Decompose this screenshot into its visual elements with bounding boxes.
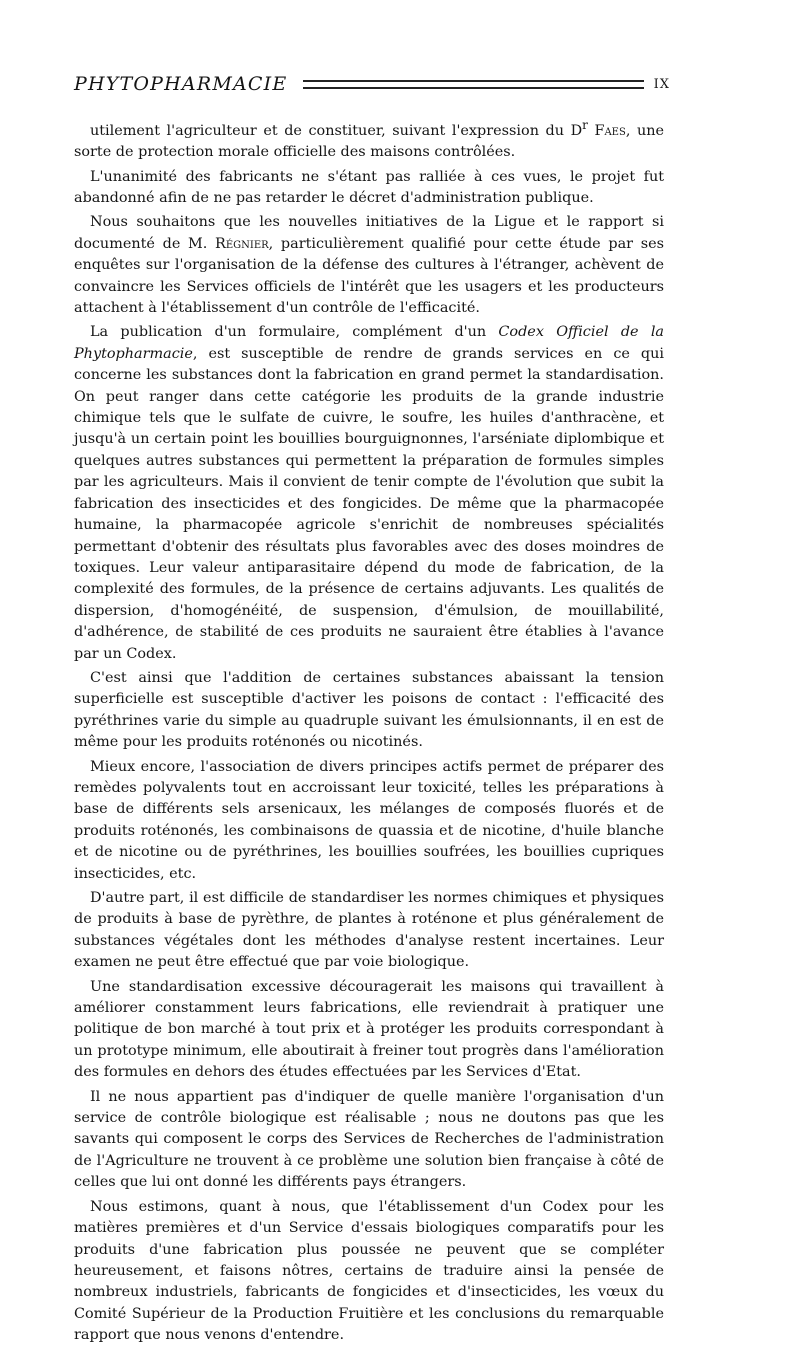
paragraph-10: Nous estimons, quant à nous, que l'établissement d'un Codex pour les matières premières et d'un Service d'essais biologiques comparatifs pour les produits d'une fabrication plus poussée ne peuvent que se compléter heureusement, et faisons nôtres, certains de traduire ainsi la pensée de nombreux industriels, fabricants de fongicides et d'insecticides, les vœux du Comité Supérieur de la Production Fruitière et les conclusions du remarquable rapport que nous venons d'entendre.	[74, 1198, 664, 1344]
paragraph-4: La publication d'un formulaire, complément d'un Codex Officiel de la Phytopharmacie, est susceptible de rendre de grands services en ce qui concerne les substances dont la fabrication en grand permet la standardisation. On peut ranger dans cette catégorie les produits de la grande industrie chimique tels que le sulfate de cuivre, le soufre, les huiles d'anthracène, et jusqu'à un certain point les bouillies bourguignonnes, l'arséniate diplombique et quelques autres substances qui permettent la préparation de formules simples par les agriculteurs. Mais il convient de tenir compte de l'évolution que subit la fabrication des insecticides et des fongicides. De même que la pharmacopée humaine, la pharmacopée agricole s'enrichit de nombreuses spécialités permettant d'obtenir des résultats plus favorables avec des doses moindres de toxiques. Leur valeur antiparasitaire dépend du mode de fabrication, de la complexité des formules, de la présence de certains adjuvants. Les qualités de dispersion, d'homogénéité, de suspension, d'émulsion, de mouillabilité, d'adhérence, de stabilité de ces produits ne sauraient être établies à l'avance par un Codex.	[74, 324, 665, 662]
paragraph-7: D'autre part, il est difficile de standardiser les normes chimiques et physiques de produits à base de pyrèthre, de plantes à roténone et plus généralement de substances végétales dont les méthodes d'analyse restent incertaines. Leur examen ne peut être effectué que par voie biologique.	[74, 890, 664, 971]
header-double-rule	[303, 80, 643, 89]
paragraph-9: Il ne nous appartient pas d'indiquer de quelle manière l'organisation d'un service de contrôle biologique est réalisable ; nous ne doutons pas que les savants qui composent le corps des Services de Recherches de l'administration de l'Agriculture ne trouvent à ce problème une solution bien française à côté de celles que lui ont donné les différents pays étrangers.	[74, 1088, 664, 1191]
author-name-faes: Faes	[594, 122, 626, 139]
paragraph-3: Nous souhaitons que les nouvelles initiatives de la Ligue et le rapport si documenté de M. Régnier, particulièrement qualifié pour cette étude par ses enquêtes sur l'organisation de la défense des cultures à l'étranger, achèvent de convaincre les Services officiels de l'intérêt que les usagers et les producteurs attachent à l'établissement d'un contrôle de l'efficacité.	[74, 214, 664, 317]
codex-title: Codex Officiel de la Phytopharmacie	[74, 324, 665, 362]
paragraph-2: L'unanimité des fabricants ne s'étant pas ralliée à ces vues, le projet fut abandonné afin de ne pas retarder le décret d'administration publique.	[74, 168, 664, 207]
paragraph-5: C'est ainsi que l'addition de certaines substances abaissant la tension superficielle est susceptible d'activer les poisons de contact : l'efficacité des pyréthrines varie du simple au quadruple suivant les émulsionnants, il en est de même pour les produits roténonés ou nicotinés.	[74, 669, 664, 751]
body-text	[74, 115, 664, 1350]
author-name-regnier: Régnier	[215, 235, 269, 252]
running-header	[74, 70, 670, 98]
paragraph-1: utilement l'agriculteur et de constituer, suivant l'expression du $D^r$ Faes, une sorte de protection morale officielle des maisons contrôlées.	[74, 118, 665, 161]
paragraph-6: Mieux encore, l'association de divers principes actifs permet de préparer des remèdes polyvalents tout en accroissant leur toxicité, telles les préparations à base de différents sels arsenicaux, les mélanges de composés fluorés et de produits roténonés, les combinaisons de quassia et de nicotine, d'huile blanche et de nicotine ou de pyréthrines, les bouillies soufrées, les bouillies cupriques insecticides, etc.	[74, 758, 664, 882]
running-title: PHYTOPHARMACIE	[74, 73, 288, 95]
paragraph-8: Une standardisation excessive découragerait les maisons qui travaillent à améliorer constamment leurs fabrications, elle reviendrait à pratiquer une politique de bon marché à tout prix et à protéger les produits correspondant à un prototype minimum, elle aboutirait à freiner tout progrès dans l'amélioration des formules en dehors des études effectuées par les Services d'Etat.	[74, 978, 664, 1081]
page-number: IX	[653, 76, 670, 92]
